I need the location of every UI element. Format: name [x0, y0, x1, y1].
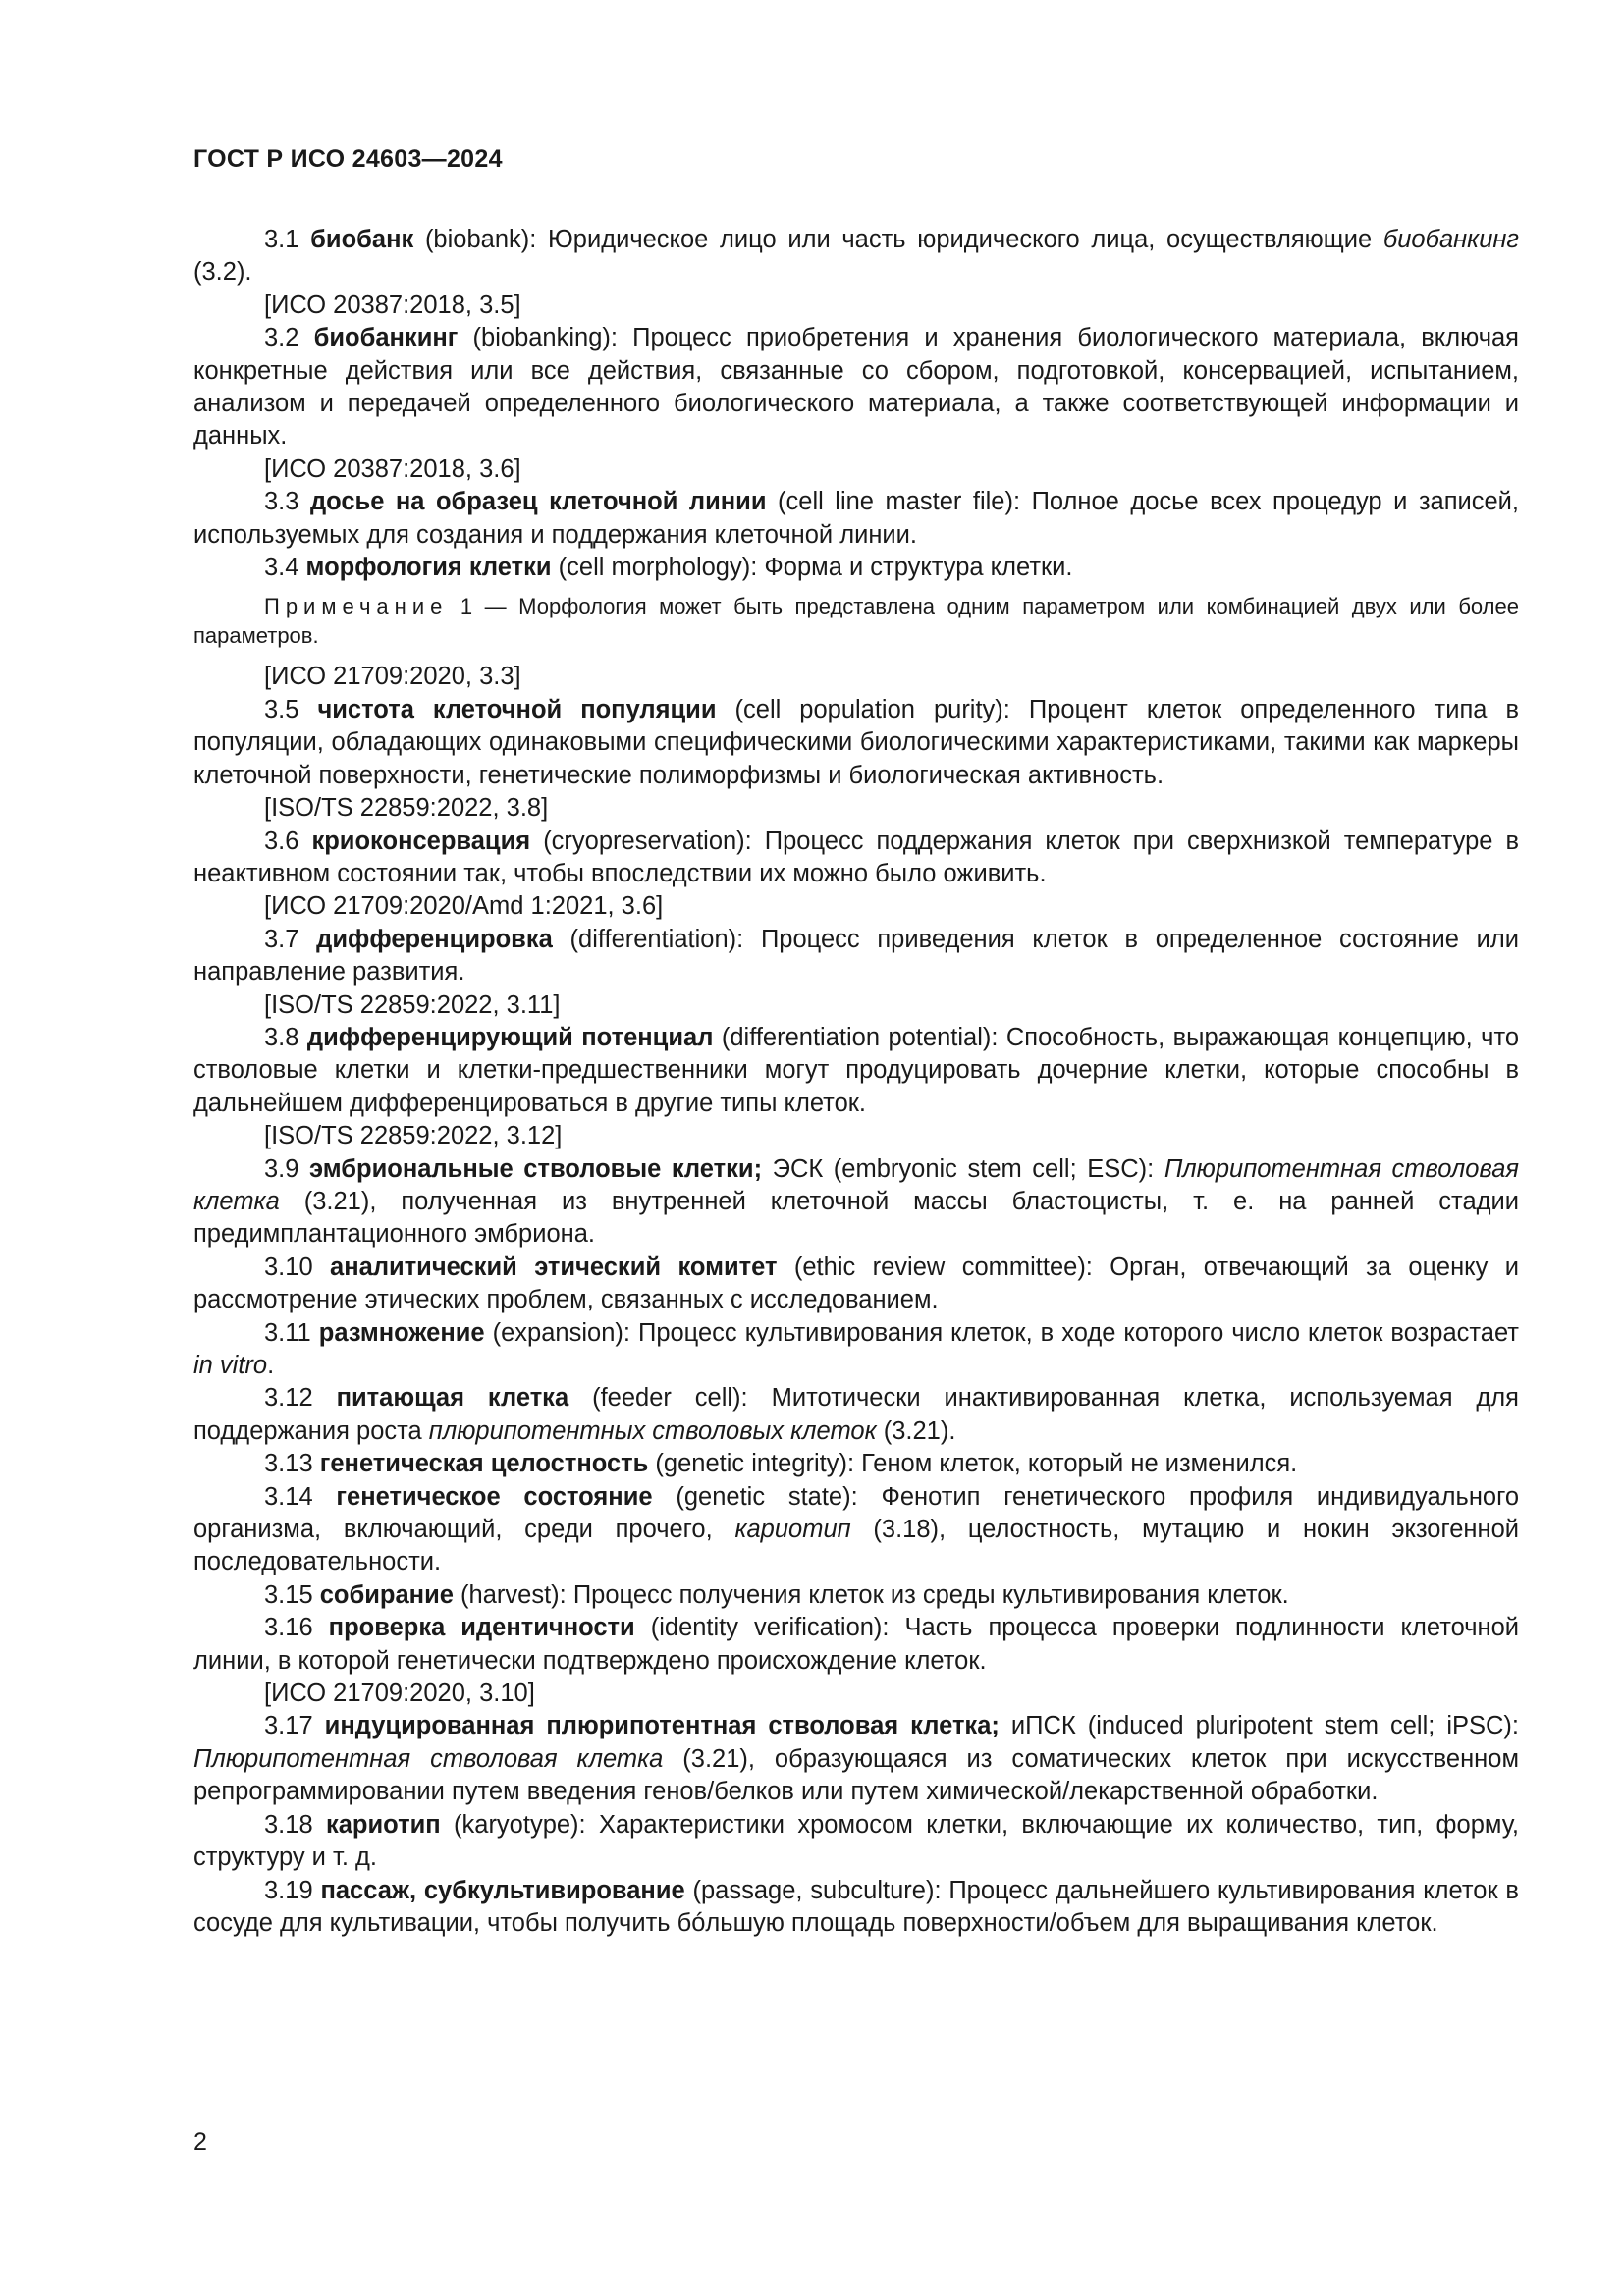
definition-text: Процесс поддержания клеток при сверхнизкой температуре в неактивном состоянии так, чтобы впоследствии их можно было оживить. [193, 827, 1520, 887]
source-reference: [ИСО 20387:2018, 3.5] [264, 291, 521, 319]
definition-3-5 [193, 694, 1519, 792]
english-term: (karyotype): [454, 1810, 586, 1839]
definitions-section [193, 224, 1519, 1940]
definition-text: Орган, отвечающий за оценку и рассмотрение этических проблем, связанных с исследованием. [193, 1253, 1520, 1314]
entry-number: 3.1 [264, 226, 299, 253]
entry-number: 3.12 [264, 1384, 313, 1413]
term: морфология клетки [305, 554, 552, 582]
term: эмбриональные стволовые клетки; [309, 1154, 763, 1183]
definition-3-16 [193, 1612, 1519, 1678]
definition-3-12 [193, 1382, 1519, 1448]
definition-3-7 [193, 924, 1519, 989]
english-term: (cryopreservation): [543, 827, 752, 855]
english-term: (cell morphology): [558, 554, 758, 582]
document-header: ГОСТ Р ИСО 24603—2024 [193, 145, 503, 173]
term: генетическое состояние [336, 1482, 653, 1511]
source-reference: [ИСО 21709:2020/Amd 1:2021, 3.6] [264, 892, 664, 921]
definition-text: (3.21), полученная из внутренней клеточной массы бластоцисты, т. е. на ранней стадии предимплантационного эмбриона. [193, 1187, 1519, 1249]
definition-text: (3.2). [193, 258, 252, 287]
page-number: 2 [193, 2128, 207, 2156]
term: биобанкинг [313, 324, 459, 352]
definition-text: Характеристики хромосом клетки, включающие их количество, тип, форму, структуру и т. д. [193, 1810, 1519, 1872]
term: дифференцировка [316, 925, 553, 953]
term-reference: in vitro [193, 1352, 268, 1379]
entry-number: 3.14 [264, 1482, 313, 1511]
definition-text: Процесс дальнейшего культивирования клеток в сосуде для культивации, чтобы получить бóльшую площадь поверхности/объем для выращивания клеток. [193, 1876, 1519, 1937]
term: аналитический этический комитет [330, 1253, 778, 1281]
definition-text: . [267, 1352, 275, 1379]
term-reference: кариотип [734, 1516, 851, 1544]
english-term: (cell population purity): [734, 695, 1010, 723]
definition-3-1 [193, 224, 1519, 290]
source-reference: [ИСО 21709:2020, 3.3] [264, 663, 521, 691]
english-term: (ethic review committee): [793, 1253, 1093, 1281]
entry-number: 3.6 [264, 827, 299, 855]
definition-3-6 [193, 826, 1519, 891]
entry-number: 3.7 [264, 925, 299, 953]
english-term: (genetic state): [676, 1482, 858, 1511]
definition-3-8 [193, 1022, 1519, 1120]
entry-number: 3.13 [264, 1450, 313, 1478]
term: размножение [318, 1318, 485, 1347]
entry-number: 3.16 [264, 1614, 313, 1642]
definition-text: Процесс приведения клеток в определенное состояние или направление развития. [193, 925, 1519, 987]
entry-number: 3.18 [264, 1810, 313, 1839]
term: чистота клеточной популяции [317, 695, 717, 723]
source-reference: [ISO/TS 22859:2022, 3.8] [264, 794, 549, 823]
entry-number: 3.19 [264, 1876, 313, 1904]
term: индуцированная плюрипотентная стволовая клетка; [324, 1712, 1000, 1740]
entry-number: 3.5 [264, 695, 299, 723]
term: досье на образец клеточной линии [309, 488, 767, 516]
definition-text: Процесс приобретения и хранения биологического материала, включая конкретные действия или все действия, связанные со сбором, подготовкой, консервацией, испытанием, анализом и передачей определенного биологического материала, а также соответствующей информации и данных. [193, 324, 1519, 451]
definition-text: (3.21), образующаяся из соматических клеток при искусственном репрограммировании путем введения генов/белков или путем химической/лекарственной обработки. [193, 1744, 1519, 1806]
definition-3-11 [193, 1317, 1519, 1383]
english-term: (differentiation): [569, 925, 744, 953]
definition-3-15 [193, 1579, 1519, 1612]
definition-3-9 [193, 1153, 1519, 1252]
entry-number: 3.4 [264, 554, 299, 582]
definition-text: Форма и структура клетки. [764, 554, 1073, 582]
definition-text: Часть процесса проверки подлинности клеточной линии, в которой генетически подтверждено происхождение клеток. [193, 1614, 1519, 1675]
definition-3-14 [193, 1481, 1519, 1579]
definition-3-3 [193, 486, 1519, 552]
term: питающая клетка [336, 1384, 569, 1413]
definition-text: Способность, выражающая концепцию, что стволовые клетки и клетки-предшественники могут продуцировать дочерние клетки, которые способны в дальнейшем дифференцироваться в другие типы клеток. [193, 1023, 1520, 1117]
entry-number: 3.3 [264, 488, 299, 516]
note-text: 1 — Морфология может быть представлена одним параметром или комбинацией двух или более параметров. [193, 594, 1519, 649]
definition-3-17 [193, 1710, 1519, 1808]
term: генетическая целостность [319, 1450, 649, 1478]
english-term: (differentiation potential): [721, 1023, 999, 1051]
entry-number: 3.11 [264, 1318, 311, 1347]
english-term: (identity verification): [650, 1614, 890, 1642]
term: проверка идентичности [328, 1614, 635, 1642]
definition-text: Геном клеток, который не изменился. [861, 1450, 1298, 1478]
definition-text: (3.21). [883, 1416, 956, 1445]
source-reference: [ISO/TS 22859:2022, 3.11] [264, 990, 561, 1019]
definition-text: Процесс культивирования клеток, в ходе которого число клеток возрастает [637, 1318, 1519, 1347]
term: биобанк [310, 226, 414, 253]
english-term: (biobank): [424, 226, 537, 253]
definition-3-2 [193, 322, 1519, 454]
english-term: (passage, subculture): [692, 1876, 942, 1904]
english-term: (feeder cell): [592, 1384, 748, 1413]
definition-3-13 [193, 1448, 1519, 1480]
term: собирание [319, 1580, 454, 1609]
source-reference: [ИСО 21709:2020, 3.10] [264, 1680, 535, 1708]
entry-number: 3.9 [264, 1154, 299, 1183]
term-reference: Плюрипотентная стволовая клетка [193, 1154, 1520, 1215]
term: пассаж, субкультивирование [320, 1876, 685, 1904]
definition-3-4 [193, 552, 1519, 584]
entry-number: 3.17 [264, 1712, 313, 1740]
definition-3-18 [193, 1809, 1519, 1875]
definition-text: Митотически инактивированная клетка, используемая для поддержания роста [193, 1384, 1519, 1445]
definition-3-19 [193, 1875, 1519, 1941]
source-reference: [ИСО 20387:2018, 3.6] [264, 454, 521, 483]
source-reference: [ISO/TS 22859:2022, 3.12] [264, 1122, 563, 1150]
entry-number: 3.15 [264, 1580, 313, 1609]
definition-text: Процесс получения клеток из среды культивирования клеток. [572, 1580, 1289, 1609]
entry-number: 3.2 [264, 324, 299, 352]
term: дифференцирующий потенциал [306, 1023, 714, 1051]
definition-text: Фенотип генетического профиля индивидуального организма, включающий, среди прочего, [193, 1482, 1520, 1544]
english-term: иПСК (induced pluripotent stem cell; iPSC): [1010, 1712, 1520, 1740]
term-reference: плюрипотентных стволовых клеток [428, 1416, 877, 1445]
english-term: (cell line master file): [778, 488, 1021, 516]
english-term: (expansion): [492, 1318, 630, 1347]
english-term: (genetic integrity): [655, 1450, 855, 1478]
entry-number: 3.8 [264, 1023, 299, 1051]
term: кариотип [325, 1810, 441, 1839]
definition-text: Процент клеток определенного типа в популяции, обладающих одинаковыми специфическими биологическими характеристиками, такими как маркеры клеточной поверхности, генетические полиморфизмы и биологическая активность. [193, 695, 1519, 789]
definition-text: Юридическое лицо или часть юридического лица, осуществляющие [548, 226, 1373, 253]
definition-3-10 [193, 1252, 1519, 1317]
term-reference: биобанкинг [1382, 226, 1519, 253]
note [193, 592, 1519, 651]
english-term: (harvest): [460, 1580, 567, 1609]
note-label: Примечание [264, 594, 449, 619]
english-term: (biobanking): [472, 324, 618, 352]
english-term: ЭСК (embryonic stem cell; ESC): [772, 1154, 1155, 1183]
term: криоконсервация [311, 827, 531, 855]
entry-number: 3.10 [264, 1253, 313, 1281]
term-reference: Плюрипотентная стволовая клетка [193, 1744, 664, 1773]
definition-text: (3.18), целостность, мутацию и нокин экзогенной последовательности. [193, 1516, 1519, 1576]
definition-text: Полное досье всех процедур и записей, используемых для создания и поддержания клеточной линии. [193, 488, 1520, 549]
